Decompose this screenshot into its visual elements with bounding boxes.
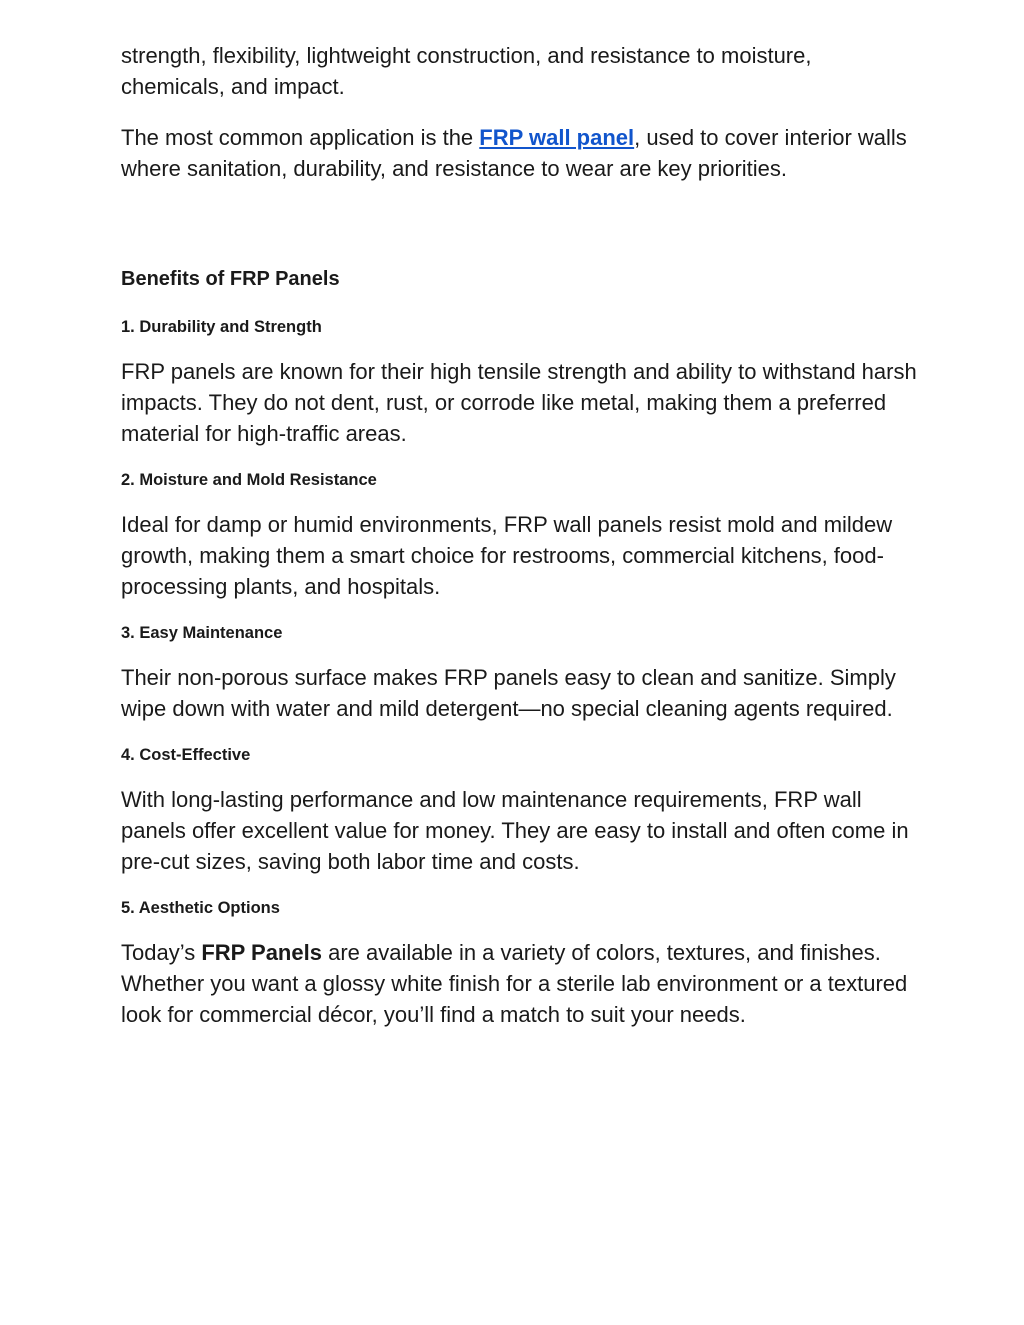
frp-panels-emphasis: FRP Panels — [201, 940, 322, 965]
benefit-text-5-start: Today’s — [121, 940, 202, 965]
application-text-end: , used to cover interior walls where sanitation, durability, and resistance to wear are key priorities. — [121, 125, 907, 181]
benefit-text-1: FRP panels are known for their high tensile strength and ability to withstand harsh impacts. They do not dent, rust, or corrode like metal, making them a preferred material for high-traffic areas. — [121, 359, 917, 446]
section-heading: Benefits of FRP Panels — [121, 268, 340, 290]
benefit-text-5-end: are available in a variety of colors, textures, and finishes. Whether you want a glossy white finish for a sterile lab environment or a textured look for commercial décor, you’ll find a match to suit your needs. — [121, 940, 908, 1027]
benefit-text-3: Their non-porous surface makes FRP panels easy to clean and sanitize. Simply wipe down with water and mild detergent—no special cleaning agents required. — [121, 665, 896, 721]
benefit-text-2: Ideal for damp or humid environments, FRP wall panels resist mold and mildew growth, making them a smart choice for restrooms, commercial kitchens, food-processing plants, and hospitals. — [121, 512, 893, 599]
benefit-heading-3: 3. Easy Maintenance — [121, 624, 283, 642]
application-text-start: The most common application is the — [121, 125, 480, 150]
benefit-text-4: With long-lasting performance and low maintenance requirements, FRP wall panels offer excellent value for money. They are easy to install and often come in pre-cut sizes, saving both labor time and costs. — [121, 787, 909, 874]
benefit-heading-1: 1. Durability and Strength — [121, 318, 322, 336]
application-paragraph — [121, 122, 921, 184]
benefit-heading-4: 4. Cost-Effective — [121, 746, 251, 764]
document-body — [121, 40, 921, 1030]
benefit-text-5 — [121, 937, 921, 1030]
frp-wall-panel-link[interactable]: FRP wall panel — [479, 125, 635, 150]
intro-paragraph: strength, flexibility, lightweight construction, and resistance to moisture, chemicals, and impact. — [121, 43, 812, 99]
benefit-heading-5: 5. Aesthetic Options — [121, 899, 280, 917]
benefit-heading-2: 2. Moisture and Mold Resistance — [121, 471, 377, 489]
